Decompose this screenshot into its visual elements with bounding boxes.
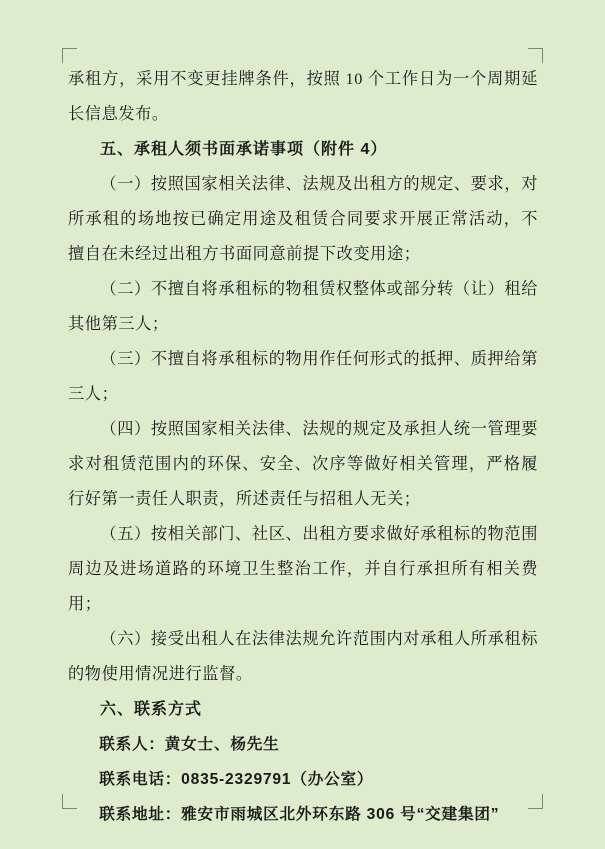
- section-heading-six: 六、联系方式: [100, 701, 203, 718]
- commitment-item-5: （五）按相关部门、社区、出租方要求做好承租标的物范围周边及进场道路的环境卫生整治工作，并自行承担所有相关费用；: [68, 525, 538, 613]
- commitment-item-4: （四）按照国家相关法律、法规的规定及承担人统一管理要求对租赁范围内的环保、安全、次序等做好相关管理，严格履行好第一责任人职责，所述责任与招租人无关；: [68, 420, 538, 508]
- contact-address-line: 联系地址：雅安市雨城区北外环东路 306 号“交建集团”: [99, 806, 500, 823]
- crop-mark-top-left: [62, 48, 77, 63]
- contact-phone-line: 联系电话：0835-2329791（办公室）: [99, 771, 374, 788]
- contact-person-line: 联系人：黄女士、杨先生: [99, 736, 280, 753]
- paragraph-continued: 承租方，采用不变更挂牌条件，按照 10 个工作日为一个周期延长信息发布。: [68, 70, 538, 123]
- commitment-item-2: （二）不擅自将承租标的物租赁权整体或部分转（让）租给其他第三人；: [68, 280, 538, 333]
- commitment-item-3: （三）不擅自将承租标的物用作任何形式的抵押、质押给第三人；: [68, 350, 538, 403]
- commitment-item-1: （一）按照国家相关法律、法规及出租方的规定、要求，对所承租的场地按已确定用途及租赁合同要求开展正常活动，不擅自在未经过出租方书面同意前提下改变用途；: [68, 175, 538, 263]
- commitment-item-6: （六）接受出租人在法律法规允许范围内对承租人所承租标的物使用情况进行监督。: [68, 630, 538, 683]
- section-heading-five: 五、承租人须书面承诺事项（附件 4）: [100, 141, 388, 158]
- document-body: [68, 62, 538, 832]
- crop-mark-top-right: [528, 48, 543, 63]
